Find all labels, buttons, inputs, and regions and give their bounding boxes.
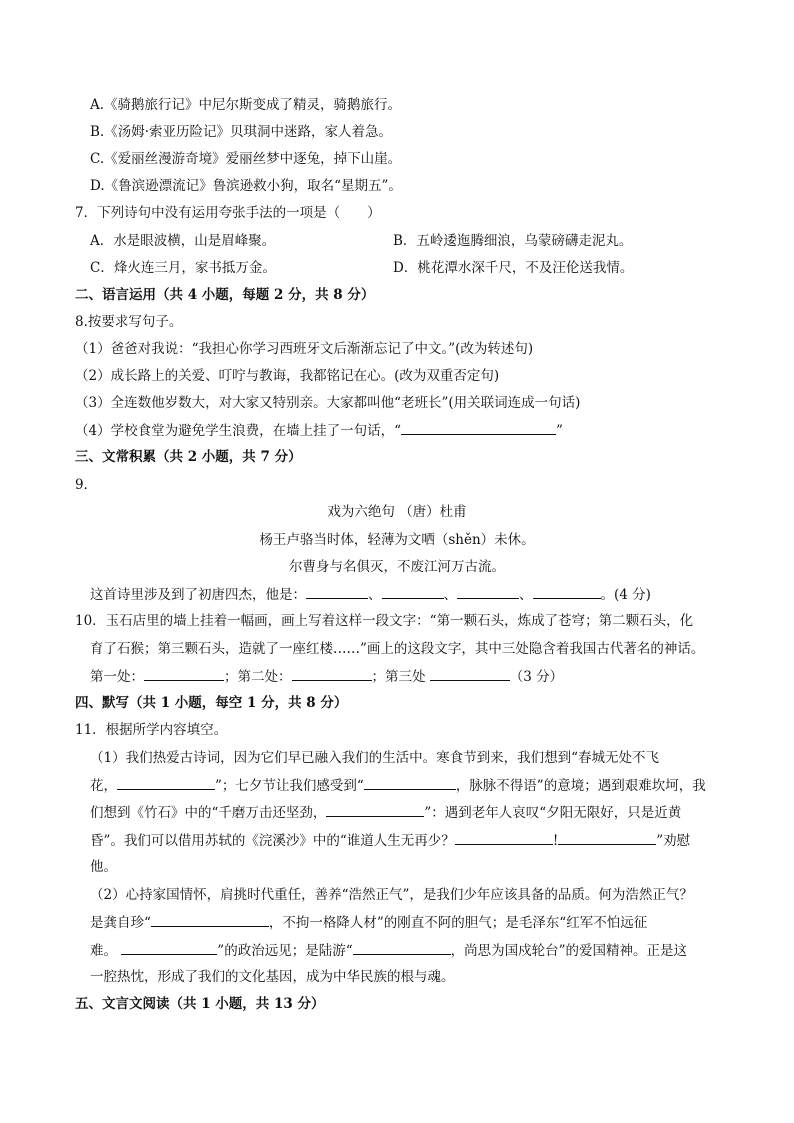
q11-text: ”劝慰: [656, 833, 691, 849]
q7-option-a: A．水是眼波横，山是眉峰聚。: [90, 233, 276, 249]
q9-blank-3[interactable]: [457, 585, 519, 599]
q7-option-d: D．桃花潭水深千尺，不及汪伦送我情。: [393, 260, 634, 276]
q10-score: （3 分）: [509, 669, 564, 685]
q11-blank-7[interactable]: [121, 941, 217, 955]
q11-text: !: [552, 833, 559, 849]
q11-p2-line-1: （2）心持家国情怀，肩挑时代重任，善养“浩然正气”，是我们少年应该具备的品质。何为浩然正气？: [90, 887, 693, 903]
q11-blank-5[interactable]: [558, 831, 656, 845]
q8-item-4: [75, 421, 563, 440]
q11-p1-line-2: [90, 776, 706, 795]
q11-p2-line-4: 一腔热忱，形成了我们的文化基因，成为中华民族的根与魂。: [90, 969, 455, 985]
q11-p1-line-3: [90, 803, 681, 822]
q6-option-d: D.《鲁滨逊漂流记》鲁滨逊救小狗，取名“星期五”。: [90, 178, 402, 194]
section-heading-classical-reading: 五、文言文阅读（共 1 小题，共 13 分）: [75, 996, 325, 1012]
q9-separator: 、: [519, 587, 533, 603]
q11-blank-8[interactable]: [353, 941, 451, 955]
q11-text: 们想到《竹石》中的“千磨万击还坚劲，: [90, 805, 327, 821]
q11-text: 是龚自珍“: [90, 915, 151, 931]
q8-item-4-close: ”: [556, 423, 563, 439]
q8-answer-blank[interactable]: [401, 421, 556, 435]
q11-p1-line-4: [90, 831, 690, 850]
q10-blank-1[interactable]: [144, 667, 224, 681]
q10-blank-3[interactable]: [430, 667, 510, 681]
q9-question: [90, 585, 651, 604]
q11-text: ”的政治远见；是陆游“: [217, 943, 353, 959]
q11-text: 难。: [90, 943, 117, 959]
q11-p2-line-3: [90, 941, 687, 960]
q11-blank-1[interactable]: [117, 776, 215, 790]
q10-blank-2[interactable]: [292, 667, 372, 681]
q11-text: ，不拘一格降人材”的刚直不阿的胆气；是毛泽东“红军不怕远征: [268, 915, 648, 931]
q9-score: 。(4 分): [600, 587, 651, 603]
section-heading-literary-knowledge: 三、文常积累（共 2 小题，共 7 分）: [75, 449, 302, 465]
q11-p1-line-1: （1）我们热爱古诗词，因为它们早已融入我们的生活中。寒食节到来，我们想到“春城无处不飞: [90, 750, 659, 766]
q9-blank-4[interactable]: [533, 585, 601, 599]
q10-label-1: 第一处：: [90, 669, 144, 685]
section-heading-dictation: 四、默写（共 1 小题，每空 1 分，共 8 分）: [75, 695, 348, 711]
q8-item-1: （1）爸爸对我说：“我担心你学习西班牙文后渐渐忘记了中文。”(改为转述句): [75, 341, 534, 357]
q7-option-b: B．五岭逶迤腾细浪，乌蒙磅礴走泥丸。: [393, 233, 633, 249]
q10-line-1: 10．玉石店里的墙上挂着一幅画，画上写着这样一段文字：“第一颗石头，炼成了苍穹；第二颗石头，化: [75, 613, 694, 629]
q9-separator: 、: [368, 587, 382, 603]
q8-item-3: （3）全连数他岁数大，对大家又特别亲。大家都叫他“老班长”(用关联词连成一句话): [75, 395, 581, 411]
q11-text: 昏”。我们可以借用苏轼的《浣溪沙》中的“谁道人生无再少？: [90, 833, 455, 849]
q8-item-4-text: （4）学校食堂为避免学生浪费，在墙上挂了一句话，“: [75, 423, 401, 439]
q11-blank-6[interactable]: [151, 913, 269, 927]
section-heading-language-use: 二、语言运用（共 4 小题，每题 2 分，共 8 分）: [75, 287, 375, 303]
q11-stem: 11．根据所学内容填空。: [75, 722, 228, 738]
q11-blank-2[interactable]: [364, 776, 456, 790]
q11-text: ，脉脉不得语”的意境；遇到艰难坎坷，我: [455, 778, 706, 794]
q11-p1-line-5: 他。: [90, 859, 117, 875]
poem-title: 戏为六绝句 （唐）杜甫: [327, 504, 467, 520]
q11-text: ”；七夕节让我们感受到“: [215, 778, 364, 794]
q7-stem: 7．下列诗句中没有运用夸张手法的一项是（ ）: [75, 205, 381, 221]
q11-blank-4[interactable]: [455, 831, 553, 845]
q9-blank-2[interactable]: [382, 585, 444, 599]
q6-option-b: B.《汤姆·索亚历险记》贝琪洞中迷路，家人着急。: [90, 124, 393, 140]
q6-option-c: C.《爱丽丝漫游奇境》爱丽丝梦中逐兔，掉下山崖。: [90, 151, 402, 167]
poem-line-2: 尔曹身与名俱灭，不废江河万古流。: [289, 559, 505, 575]
q10-label-2: ；第二处：: [224, 669, 292, 685]
q9-question-text: 这首诗里涉及到了初唐四杰，他是：: [90, 587, 306, 603]
q11-text: ，尚思为国戍轮台”的爱国精神。正是这: [450, 943, 688, 959]
q9-blank-1[interactable]: [306, 585, 368, 599]
q10-answers: [90, 667, 563, 686]
q11-p2-line-2: [90, 913, 647, 932]
q8-stem: 8.按要求写句子。: [75, 314, 183, 330]
q9-separator: 、: [443, 587, 457, 603]
q7-option-c: C．烽火连三月，家书抵万金。: [90, 260, 276, 276]
q11-text: ”：遇到老年人哀叹“夕阳无限好，只是近黄: [424, 805, 682, 821]
q10-line-2: 育了石猴；第三颗石头，造就了一座红楼……”画上的这段文字，其中三处隐含着我国古代著名的神话。: [90, 641, 705, 657]
poem-line-1: 杨王卢骆当时体，轻薄为文哂（shěn）未休。: [259, 532, 535, 548]
q10-label-3: ；第三处: [371, 669, 426, 685]
q9-number: 9．: [75, 477, 98, 493]
q11-text: 花，: [90, 778, 117, 794]
q11-blank-3[interactable]: [326, 803, 424, 817]
q8-item-2: （2）成长路上的关爱、叮咛与教诲，我都铭记在心。(改为双重否定句): [75, 368, 500, 384]
q6-option-a: A.《骑鹅旅行记》中尼尔斯变成了精灵，骑鹅旅行。: [90, 97, 402, 113]
